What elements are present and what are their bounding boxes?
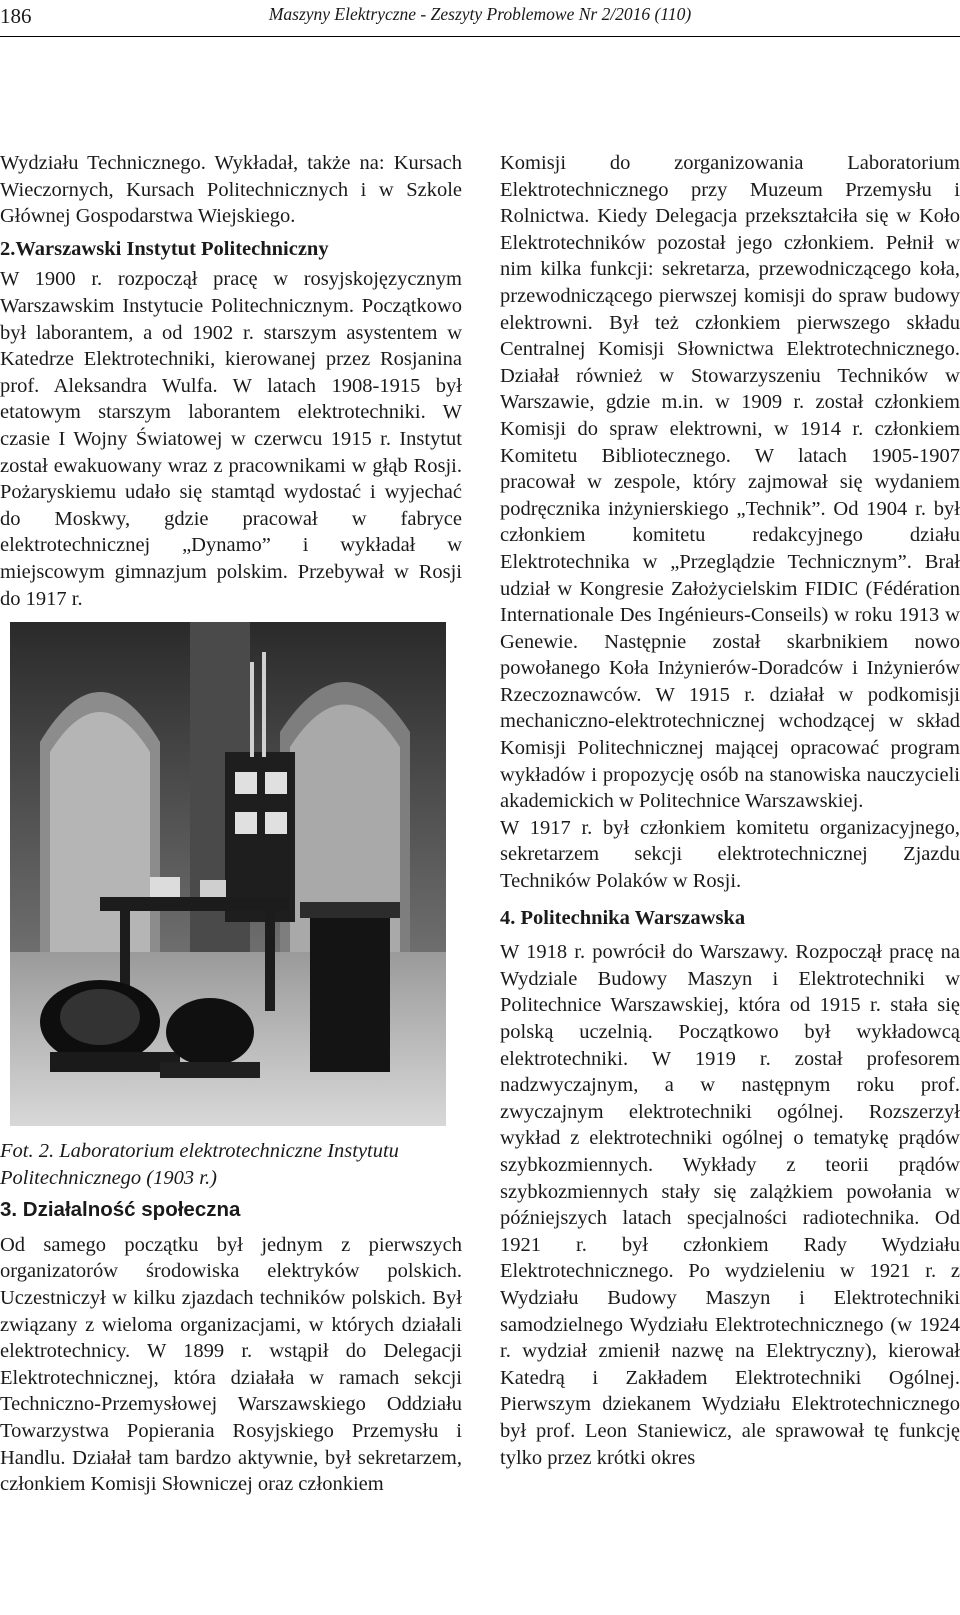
- laboratory-photo: [10, 622, 446, 1126]
- header-rule: [0, 36, 960, 37]
- paragraph-institute: W 1900 r. rozpoczął pracę w rosyjskojęzycznym Warszawskim Instytucie Politechnicznym. Początkowo był laborantem, a od 1902 r. starszym asystentem w Katedrze Elektrotechniki, kierowanej przez Rosjanina prof. Aleksandra Wulfa. W latach 1908-1915 był etatowym starszym laborantem elektrotechniki. W czasie I Wojny Światowej w czerwcu 1915 r. Instytut został ewakuowany wraz z pracownikami w głąb Rosji. Pożaryskiemu udało się stamtąd wydostać i wyjechać do Moskwy, gdzie pracował w fabryce elektrotechnicznej „Dynamo” i wykładał w miejscowym gimnazjum polskim. Przebywał w Rosji do 1917 r.: [0, 268, 462, 610]
- section-heading-4: 4. Politechnika Warszawska: [500, 906, 746, 929]
- paragraph-1917: W 1917 r. był członkiem komitetu organizacyjnego, sekretarzem sekcji elektrotechnicznej Zjazdu Techników Polaków w Rosji.: [500, 816, 960, 893]
- paragraph-social-activity: Od samego początku był jednym z pierwszych organizatorów środowiska elektryków polskich. Uczestniczył w kilku zjazdach techników polskich. Był związany z wieloma organizacjami, w których działali elektrotechnicy. W 1899 r. wstąpił do Delegacji Elektrotechnicznej, która działała w ramach sekcji Techniczno-Przemysłowej Warszawskiego Oddziału Towarzystwa Popierania Rosyjskiego Przemysłu i Handlu. Działał tam bardzo aktywnie, był sekretarzem, członkiem Komisji Słowniczej oraz członkiem: [0, 1233, 462, 1496]
- figure-caption: Fot. 2. Laboratorium elektrotechniczne Instytutu Politechnicznego (1903 r.): [0, 1140, 399, 1189]
- section-heading-3: 3. Działalność społeczna: [0, 1198, 241, 1222]
- page-number: 186: [0, 4, 32, 28]
- journal-title: Maszyny Elektryczne - Zeszyty Problemowe Nr 2/2016 (110): [268, 4, 692, 24]
- right-column: [500, 150, 960, 1471]
- left-column: [0, 150, 462, 1498]
- page-header: [0, 0, 960, 40]
- paragraph-politechnika: W 1918 r. powrócił do Warszawy. Rozpoczął pracę na Wydziale Budowy Maszyn i Elektrotechniki w Politechnice Warszawskiej, która od 1915 r. stała się polską uczelnią. Początkowo był wykładowcą elektrotechniki. W 1919 r. został profesorem nadzwyczajnym, a w następnym roku prof. zwyczajnym elektrotechniki ogólnej. Rozszerzył wykład z elektrotechniki ogólnej o tematykę prądów szybkozmiennych. Wykłady z teorii prądów szybkozmiennych stały się zalążkiem powołania w późniejszych latach specjalności radiotechnika. Od 1921 r. był członkiem Rady Wydziału Elektrotechnicznego. Po wydzieleniu w 1921 r. z Wydziału Budowy Maszyn i Elektrotechniki samodzielnego Wydziału Elektrotechnicznego (w 1924 r. wydział zmienił nazwę na Elektryczny), kierował Katedrą i Zakładem Elektrotechniki Ogólnej. Pierwszym dziekanem Wydziału Elektrotechnicznego był prof. Leon Staniewicz, ale sprawował tę funkcję tylko przez krótki okres: [500, 941, 960, 1469]
- paragraph-faculty: Wydziału Technicznego. Wykładał, także na: Kursach Wieczornych, Kursach Politechnicznych i w Szkole Głównej Gospodarstwa Wiejskiego.: [0, 152, 462, 228]
- paragraph-commission: Komisji do zorganizowania Laboratorium Elektrotechnicznego przy Muzeum Przemysłu i Rolnictwa. Kiedy Delegacja przekształciła się w Koło Elektrotechników pozostał jego członkiem. Pełnił w nim kilka funkcji: sekretarza, przewodniczącego koła, przewodniczącego pierwszej komisji do spraw budowy elektrowni. Był też członkiem pierwszego składu Centralnej Komisji Słownictwa Elektrotechnicznego. Działał również w Stowarzyszeniu Techników w Warszawie, gdzie m.in. w 1909 r. został członkiem Komisji do spraw elektrowni, w 1914 r. członkiem Komitetu Bibliotecznego. W latach 1905-1907 pracował w zespole, który zajmował się wydaniem podręcznika inżynierskiego „Technik”. Od 1904 r. był członkiem komitetu redakcyjnego działu Elektrotechnika w „Przeglądzie Technicznym”. Brał udział w Kongresie Założycielskim FIDIC (Fédération Internationale Des Ingénieurs-Conseils) w roku 1913 w Genewie. Następnie został skarbnikiem nowo powołanego Koła Inżynierów-Doradców i Inżynierów Rzeczoznawców. W 1915 r. działał w podkomisji mechaniczno-elektrotechnicznej wchodzącej w skład Komisji Politechnicznej mającej opracować program wykładów i propozycję osób na stanowiska nauczycieli akademickich w Politechnice Warszawskiej.: [500, 152, 960, 813]
- section-heading-2: 2.Warszawski Instytut Politechniczny: [0, 237, 329, 260]
